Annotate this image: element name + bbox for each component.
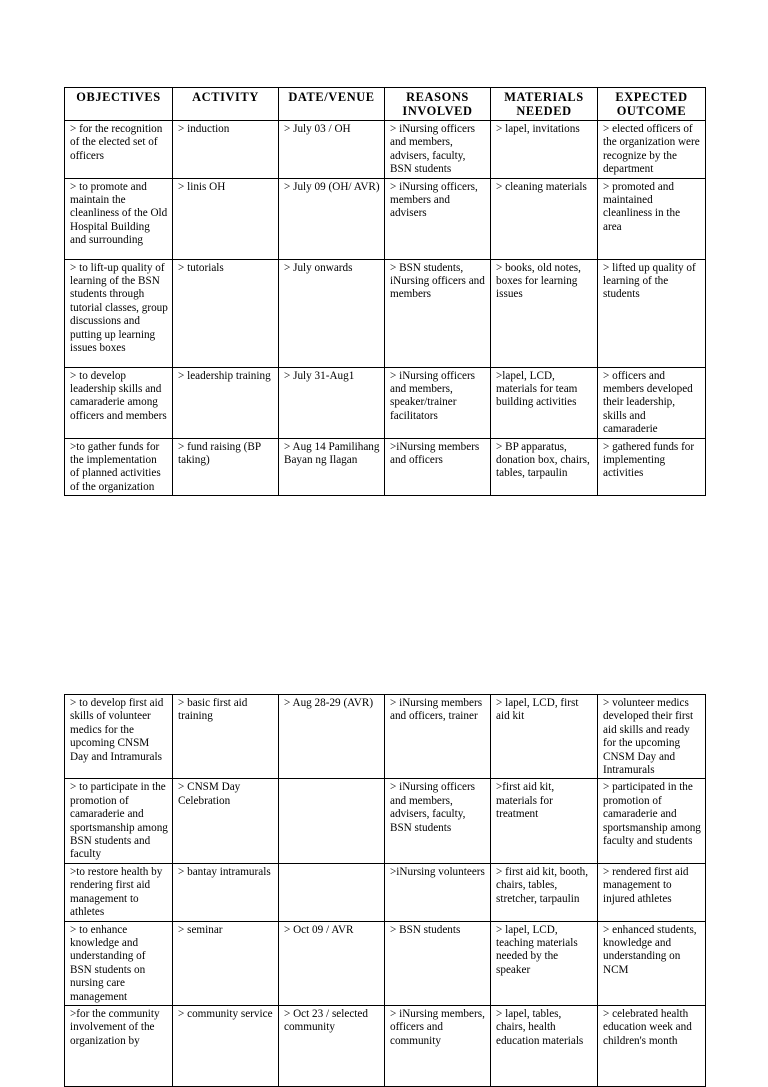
header-date-venue: DATE/VENUE <box>279 88 385 121</box>
table-row <box>65 921 706 1005</box>
date-venue-cell: > Aug 28-29 (AVR) <box>279 695 385 779</box>
outcome-cell: > volunteer medics developed their first aid skills and ready for the upcoming CNSM Day and Intramurals <box>598 695 706 779</box>
materials-cell: > first aid kit, booth, chairs, tables, stretcher, tarpaulin <box>491 863 598 921</box>
objective-cell: >for the community involvement of the organization by <box>65 1005 173 1086</box>
activity-table-1 <box>64 87 706 496</box>
date-venue-cell: > July onwards <box>279 259 385 367</box>
objective-cell: > for the recognition of the elected set of officers <box>65 121 173 179</box>
objective-cell: >to gather funds for the implementation of planned activities of the organization <box>65 438 173 496</box>
table-header-row <box>65 88 706 121</box>
materials-cell: > lapel, tables, chairs, health education materials <box>491 1005 598 1086</box>
reasons-cell: >iNursing volunteers <box>385 863 491 921</box>
outcome-cell: > elected officers of the organization were recognize by the department <box>598 121 706 179</box>
reasons-cell: > iNursing officers and members, speaker/trainer facilitators <box>385 367 491 438</box>
outcome-cell: > lifted up quality of learning of the students <box>598 259 706 367</box>
materials-cell: > lapel, LCD, first aid kit <box>491 695 598 779</box>
activity-cell: > CNSM Day Celebration <box>173 779 279 863</box>
materials-cell: >lapel, LCD, materials for team building activities <box>491 367 598 438</box>
date-venue-cell: > July 03 / OH <box>279 121 385 179</box>
outcome-cell: > rendered first aid management to injured athletes <box>598 863 706 921</box>
activity-cell: > bantay intramurals <box>173 863 279 921</box>
header-materials-needed: MATERIALS NEEDED <box>491 88 598 121</box>
activity-cell: > seminar <box>173 921 279 1005</box>
table-row <box>65 695 706 779</box>
reasons-cell: > iNursing officers and members, advisers, faculty, BSN students <box>385 779 491 863</box>
outcome-cell: > gathered funds for implementing activities <box>598 438 706 496</box>
reasons-cell: > iNursing officers and members, advisers, faculty, BSN students <box>385 121 491 179</box>
activity-table-2 <box>64 694 706 1087</box>
table-row <box>65 178 706 259</box>
activity-cell: > fund raising (BP taking) <box>173 438 279 496</box>
outcome-cell: > participated in the promotion of camaraderie and sportsmanship among faculty and students <box>598 779 706 863</box>
date-venue-cell <box>279 863 385 921</box>
date-venue-cell <box>279 779 385 863</box>
date-venue-cell: > Oct 23 / selected community <box>279 1005 385 1086</box>
materials-cell: > books, old notes, boxes for learning issues <box>491 259 598 367</box>
reasons-cell: >iNursing members and officers <box>385 438 491 496</box>
materials-cell: > BP apparatus, donation box, chairs, tables, tarpaulin <box>491 438 598 496</box>
date-venue-cell: > Aug 14 Pamilihang Bayan ng Ilagan <box>279 438 385 496</box>
header-objectives: OBJECTIVES <box>65 88 173 121</box>
materials-cell: >first aid kit, materials for treatment <box>491 779 598 863</box>
reasons-cell: > BSN students, iNursing officers and members <box>385 259 491 367</box>
date-venue-cell: > July 31-Aug1 <box>279 367 385 438</box>
objective-cell: > to lift-up quality of learning of the BSN students through tutorial classes, group discussions and putting up learning issues boxes <box>65 259 173 367</box>
table-row <box>65 367 706 438</box>
table-row <box>65 863 706 921</box>
table-row <box>65 438 706 496</box>
activity-cell: > community service <box>173 1005 279 1086</box>
activity-cell: > tutorials <box>173 259 279 367</box>
objective-cell: > to participate in the promotion of camaraderie and sportsmanship among BSN students and faculty <box>65 779 173 863</box>
reasons-cell: > iNursing members, officers and community <box>385 1005 491 1086</box>
header-reasons-involved: REASONS INVOLVED <box>385 88 491 121</box>
header-expected-outcome: EXPECTED OUTCOME <box>598 88 706 121</box>
reasons-cell: > BSN students <box>385 921 491 1005</box>
date-venue-cell: > Oct 09 / AVR <box>279 921 385 1005</box>
materials-cell: > cleaning materials <box>491 178 598 259</box>
activity-cell: > leadership training <box>173 367 279 438</box>
reasons-cell: > iNursing officers, members and advisers <box>385 178 491 259</box>
header-activity: ACTIVITY <box>173 88 279 121</box>
outcome-cell: > officers and members developed their leadership, skills and camaraderie <box>598 367 706 438</box>
outcome-cell: > promoted and maintained cleanliness in the area <box>598 178 706 259</box>
materials-cell: > lapel, LCD, teaching materials needed by the speaker <box>491 921 598 1005</box>
objective-cell: > to develop leadership skills and camaraderie among officers and members <box>65 367 173 438</box>
outcome-cell: > celebrated health education week and children's month <box>598 1005 706 1086</box>
activity-cell: > basic first aid training <box>173 695 279 779</box>
objective-cell: > to enhance knowledge and understanding of BSN students on nursing care management <box>65 921 173 1005</box>
objective-cell: > to develop first aid skills of volunteer medics for the upcoming CNSM Day and Intramurals <box>65 695 173 779</box>
activity-cell: > linis OH <box>173 178 279 259</box>
materials-cell: > lapel, invitations <box>491 121 598 179</box>
reasons-cell: > iNursing members and officers, trainer <box>385 695 491 779</box>
table-row <box>65 1005 706 1086</box>
activity-cell: > induction <box>173 121 279 179</box>
objective-cell: >to restore health by rendering first aid management to athletes <box>65 863 173 921</box>
table-row <box>65 121 706 179</box>
outcome-cell: > enhanced students, knowledge and understanding on NCM <box>598 921 706 1005</box>
table-row <box>65 259 706 367</box>
date-venue-cell: > July 09 (OH/ AVR) <box>279 178 385 259</box>
objective-cell: > to promote and maintain the cleanliness of the Old Hospital Building and surrounding <box>65 178 173 259</box>
table-row <box>65 779 706 863</box>
